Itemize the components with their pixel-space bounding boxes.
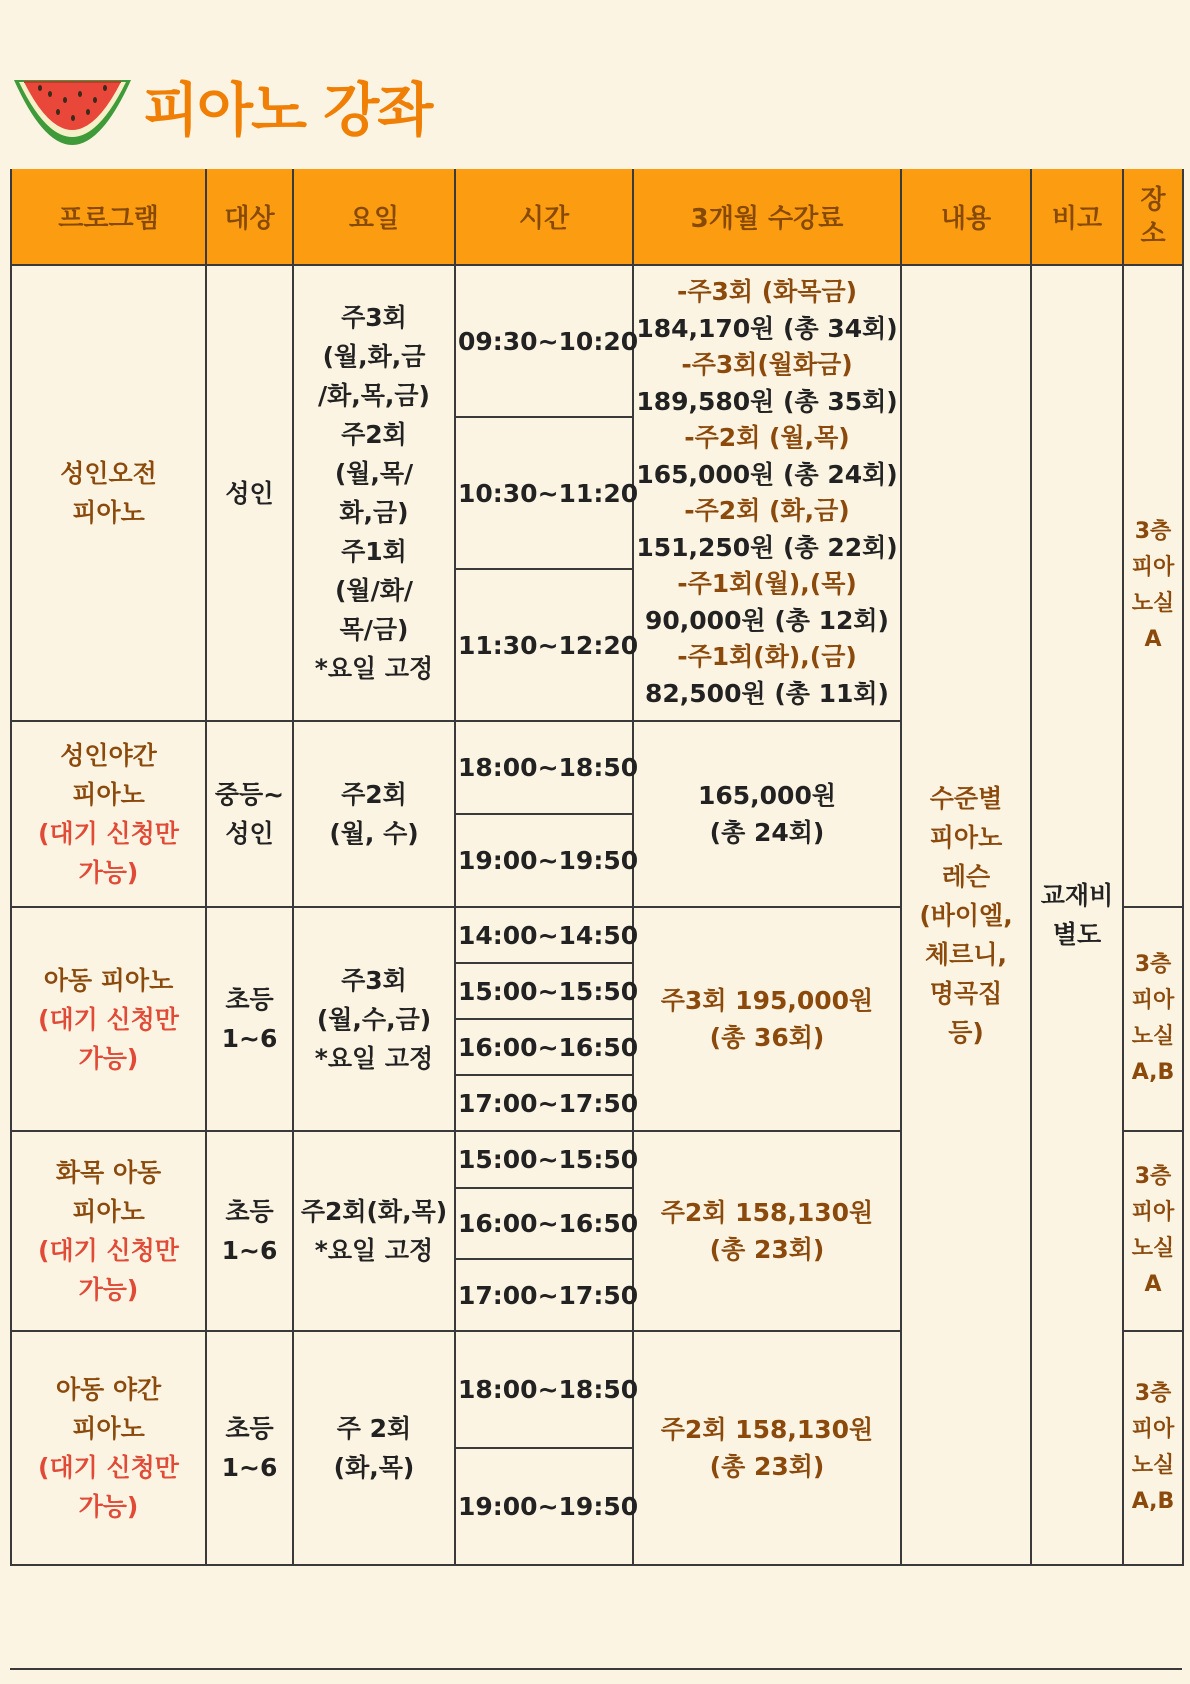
fee-cell bbox=[633, 1131, 901, 1331]
days-cell bbox=[293, 721, 455, 907]
time-cell bbox=[455, 1259, 639, 1331]
header-program: 프로그램 bbox=[11, 169, 206, 265]
content-text: 체르니, bbox=[925, 939, 1007, 969]
target-text: 성인 bbox=[225, 478, 274, 508]
content-text: (바이엘, bbox=[919, 900, 1013, 930]
target-cell bbox=[206, 721, 293, 907]
place-text: 피아 bbox=[1131, 1417, 1175, 1442]
days-text: 주3회 bbox=[341, 965, 407, 995]
place-text: 노실 bbox=[1131, 591, 1175, 616]
target-text: 초등 bbox=[225, 1414, 274, 1443]
target-cell bbox=[206, 1331, 293, 1565]
program-cell bbox=[11, 1131, 206, 1331]
schedule-table bbox=[10, 169, 1184, 1566]
place-text: A bbox=[1144, 1272, 1162, 1297]
program-name: 화목 아동 bbox=[55, 1158, 162, 1187]
days-text: 주 2회 bbox=[336, 1414, 412, 1443]
header-fee: 3개월 수강료 bbox=[633, 169, 901, 265]
table-row bbox=[11, 265, 1183, 417]
time-text: 16:00~16:50 bbox=[458, 1209, 639, 1238]
fee-text: (총 24회) bbox=[709, 818, 825, 847]
table-header-row bbox=[11, 169, 1183, 265]
place-cell bbox=[1123, 1331, 1183, 1565]
target-text: 1~6 bbox=[221, 1236, 278, 1265]
place-cell bbox=[1123, 265, 1183, 907]
place-text: 3층 bbox=[1134, 519, 1172, 544]
program-name: 피아노 bbox=[72, 780, 145, 809]
program-cell bbox=[11, 1331, 206, 1565]
target-cell bbox=[206, 1131, 293, 1331]
note-text: 별도 bbox=[1052, 920, 1102, 949]
program-cell bbox=[11, 907, 206, 1131]
days-text: (월,수,금) bbox=[316, 1004, 432, 1034]
days-text: 주2회 bbox=[341, 780, 407, 809]
fee-text: (총 23회) bbox=[709, 1235, 825, 1264]
header-place-char: 소 bbox=[1140, 218, 1166, 249]
place-text: A,B bbox=[1131, 1489, 1175, 1514]
time-text: 15:00~15:50 bbox=[458, 1145, 639, 1174]
fee-text: -주2회 (월,목) bbox=[684, 423, 850, 452]
waitlist-note: (대기 신청만 bbox=[38, 1004, 179, 1034]
header-time: 시간 bbox=[455, 169, 633, 265]
time-cell bbox=[455, 1188, 639, 1259]
fee-text: 165,000원 bbox=[697, 781, 837, 810]
note-cell bbox=[1031, 265, 1123, 1565]
days-cell bbox=[293, 907, 455, 1131]
days-text: (월,화,금 bbox=[322, 342, 426, 371]
days-cell bbox=[293, 1131, 455, 1331]
place-text: 피아 bbox=[1131, 988, 1175, 1013]
place-cell bbox=[1123, 907, 1183, 1131]
content-text: 피아노 bbox=[929, 822, 1003, 852]
days-text: 주3회 bbox=[341, 303, 407, 332]
time-cell bbox=[455, 1075, 639, 1131]
program-name: 아동 피아노 bbox=[43, 965, 174, 995]
time-text: 19:00~19:50 bbox=[458, 846, 639, 875]
fee-cell bbox=[633, 1331, 901, 1565]
days-text: (월, 수) bbox=[329, 819, 419, 848]
time-cell bbox=[455, 963, 639, 1019]
place-text: 노실 bbox=[1131, 1453, 1175, 1478]
time-text: 16:00~16:50 bbox=[458, 1032, 639, 1062]
fee-text: 주3회 195,000원 bbox=[660, 986, 874, 1015]
program-name: 피아노 bbox=[72, 498, 145, 527]
waitlist-note: (대기 신청만 bbox=[38, 819, 179, 848]
fee-text: -주3회(월화금) bbox=[681, 350, 853, 379]
days-text: 주2회(화,목) bbox=[300, 1197, 448, 1226]
place-text: 3층 bbox=[1134, 1381, 1172, 1406]
target-text: 성인 bbox=[225, 819, 274, 848]
fee-text: (총 23회) bbox=[709, 1452, 825, 1481]
days-text: *요일 고정 bbox=[314, 1236, 434, 1265]
days-cell bbox=[293, 265, 455, 721]
header-content: 내용 bbox=[901, 169, 1031, 265]
page-title: 피아노 강좌 bbox=[143, 76, 432, 144]
time-text: 15:00~15:50 bbox=[458, 976, 639, 1006]
days-text: *요일 고정 bbox=[314, 1043, 434, 1073]
fee-text: 189,580원 (총 35회) bbox=[636, 386, 898, 416]
program-cell bbox=[11, 721, 206, 907]
place-text: 3층 bbox=[1134, 1164, 1172, 1189]
fee-cell bbox=[633, 265, 901, 721]
time-cell bbox=[455, 1019, 639, 1075]
fee-cell bbox=[633, 907, 901, 1131]
days-text: (월/화/ bbox=[335, 576, 413, 605]
note-text: 교재비 bbox=[1040, 881, 1114, 910]
fee-text: -주1회(화),(금) bbox=[677, 642, 857, 671]
divider bbox=[10, 1668, 1182, 1670]
days-text: *요일 고정 bbox=[314, 654, 434, 683]
days-text: /화,목,금) bbox=[317, 381, 430, 410]
header-days: 요일 bbox=[293, 169, 455, 265]
time-cell bbox=[455, 721, 639, 814]
fee-text: 165,000원 (총 24회) bbox=[636, 459, 898, 489]
place-cell bbox=[1123, 1131, 1183, 1331]
time-cell bbox=[455, 265, 639, 417]
header-place bbox=[1123, 169, 1183, 265]
content-text: 등) bbox=[948, 1017, 984, 1047]
place-text: A,B bbox=[1131, 1060, 1175, 1085]
program-name: 피아노 bbox=[72, 1197, 145, 1226]
program-name: 아동 야간 bbox=[55, 1375, 162, 1404]
time-text: 17:00~17:50 bbox=[458, 1088, 639, 1118]
program-cell bbox=[11, 265, 206, 721]
fee-text: -주3회 (화목금) bbox=[676, 277, 858, 306]
time-cell bbox=[455, 1448, 639, 1565]
waitlist-note: (대기 신청만 bbox=[38, 1236, 179, 1265]
fee-text: 주2회 158,130원 bbox=[660, 1198, 874, 1227]
target-text: 초등 bbox=[225, 985, 274, 1014]
place-text: 피아 bbox=[1131, 1200, 1175, 1225]
content-text: 레슨 bbox=[941, 861, 991, 891]
time-cell bbox=[455, 1331, 639, 1448]
place-text: 3층 bbox=[1134, 952, 1172, 977]
place-text: 노실 bbox=[1131, 1236, 1175, 1261]
time-text: 14:00~14:50 bbox=[458, 920, 639, 950]
program-name: 성인오전 bbox=[60, 459, 157, 488]
header-target: 대상 bbox=[206, 169, 293, 265]
time-text: 18:00~18:50 bbox=[458, 1375, 639, 1404]
days-cell bbox=[293, 1331, 455, 1565]
target-text: 1~6 bbox=[221, 1024, 278, 1053]
content-cell bbox=[901, 265, 1031, 1565]
fee-text: 82,500원 (총 11회) bbox=[645, 678, 889, 708]
fee-text: 90,000원 (총 12회) bbox=[645, 605, 889, 635]
fee-cell bbox=[633, 721, 901, 907]
place-text: A bbox=[1144, 627, 1162, 652]
time-cell bbox=[455, 569, 639, 721]
waitlist-note: (대기 신청만 bbox=[38, 1453, 179, 1482]
fee-text: 184,170원 (총 34회) bbox=[636, 313, 898, 343]
time-cell bbox=[455, 417, 639, 569]
waitlist-note: 가능) bbox=[78, 1275, 139, 1304]
waitlist-note: 가능) bbox=[78, 1043, 139, 1073]
watermelon-icon bbox=[10, 60, 135, 150]
content-text: 수준별 bbox=[929, 783, 1003, 813]
waitlist-note: 가능) bbox=[78, 1492, 139, 1521]
time-text: 10:30~11:20 bbox=[458, 478, 639, 508]
days-text: 주2회 bbox=[341, 420, 407, 449]
fee-text: 151,250원 (총 22회) bbox=[636, 532, 898, 562]
time-cell bbox=[455, 1131, 639, 1188]
days-text: 화,금) bbox=[339, 498, 409, 527]
program-name: 피아노 bbox=[72, 1414, 145, 1443]
target-text: 초등 bbox=[225, 1197, 274, 1226]
days-text: (화,목) bbox=[333, 1453, 415, 1482]
time-text: 19:00~19:50 bbox=[458, 1492, 639, 1521]
fee-text: -주2회 (화,금) bbox=[684, 496, 850, 525]
days-text: 주1회 bbox=[341, 537, 407, 566]
fee-text: 주2회 158,130원 bbox=[660, 1415, 874, 1444]
place-text: 노실 bbox=[1131, 1024, 1175, 1049]
target-cell bbox=[206, 907, 293, 1131]
content-text: 명곡집 bbox=[929, 978, 1003, 1008]
days-text: (월,목/ bbox=[334, 459, 414, 488]
target-cell bbox=[206, 265, 293, 721]
header-note: 비고 bbox=[1031, 169, 1123, 265]
place-text: 피아 bbox=[1131, 555, 1175, 580]
time-cell bbox=[455, 814, 639, 907]
time-text: 09:30~10:20 bbox=[458, 326, 639, 356]
target-text: 중등~ bbox=[214, 780, 285, 809]
waitlist-note: 가능) bbox=[78, 858, 139, 887]
page-header bbox=[10, 60, 431, 150]
time-text: 11:30~12:20 bbox=[458, 630, 639, 660]
target-text: 1~6 bbox=[221, 1453, 278, 1482]
time-cell bbox=[455, 907, 639, 963]
time-text: 17:00~17:50 bbox=[458, 1280, 639, 1310]
program-name: 성인야간 bbox=[60, 741, 157, 770]
time-text: 18:00~18:50 bbox=[458, 753, 639, 782]
header-place-char: 장 bbox=[1140, 184, 1166, 215]
days-text: 목/금) bbox=[339, 615, 409, 644]
fee-text: -주1회(월),(목) bbox=[677, 569, 857, 598]
fee-text: (총 36회) bbox=[709, 1023, 825, 1052]
